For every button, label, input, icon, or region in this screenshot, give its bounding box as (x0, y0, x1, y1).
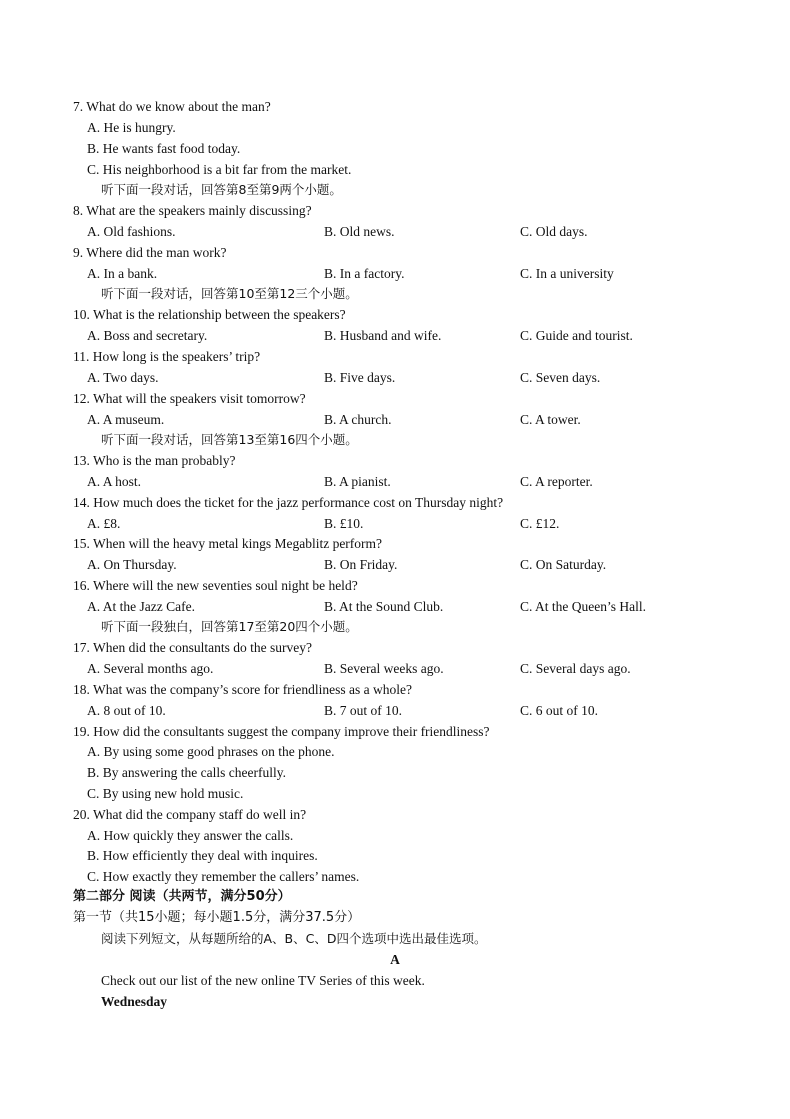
reading-instruction: 阅读下列短文，从每题所给的A、B、C、D四个选项中选出最佳选项。 (101, 931, 487, 946)
option-7c: C. His neighborhood is a bit far from the market. (87, 162, 352, 177)
option-9b: B. In a factory. (324, 266, 405, 281)
option-15b: B. On Friday. (324, 557, 398, 572)
question-20: 20. What did the company staff do well in? (73, 807, 307, 822)
option-17c: C. Several days ago. (520, 661, 631, 676)
option-16a: A. At the Jazz Cafe. (87, 599, 195, 614)
option-10b: B. Husband and wife. (324, 328, 442, 343)
instruction-13-16: 听下面一段对话，回答第13至第16四个小题。 (101, 432, 358, 447)
question-7: 7. What do we know about the man? (73, 99, 271, 114)
option-9c: C. In a university (520, 266, 614, 281)
day-heading: Wednesday (101, 994, 168, 1009)
part-two-heading: 第二部分 阅读（共两节，满分50分） (73, 889, 291, 904)
option-19b: B. By answering the calls cheerfully. (87, 765, 286, 780)
option-11c: C. Seven days. (520, 370, 601, 385)
option-18a: A. 8 out of 10. (87, 703, 166, 718)
option-12b: B. A church. (324, 412, 392, 427)
question-10: 10. What is the relationship between the speakers? (73, 307, 346, 322)
option-11a: A. Two days. (87, 370, 159, 385)
option-17a: A. Several months ago. (87, 661, 214, 676)
question-14: 14. How much does the ticket for the jazz performance cost on Thursday night? (73, 495, 504, 510)
option-19a: A. By using some good phrases on the phone. (87, 744, 335, 759)
option-13b: B. A pianist. (324, 474, 391, 489)
section-one-heading: 第一节（共15小题；每小题1.5分，满分37.5分） (73, 910, 361, 925)
question-13: 13. Who is the man probably? (73, 453, 236, 468)
option-11b: B. Five days. (324, 370, 396, 385)
option-20c: C. How exactly they remember the callers’ names. (87, 869, 360, 884)
option-15c: C. On Saturday. (520, 557, 607, 572)
option-18b: B. 7 out of 10. (324, 703, 403, 718)
instruction-17-20: 听下面一段独白，回答第17至第20四个小题。 (101, 619, 358, 634)
instruction-10-12: 听下面一段对话，回答第10至第12三个小题。 (101, 286, 358, 301)
instruction-8-9: 听下面一段对话，回答第8至第9两个小题。 (101, 182, 342, 197)
question-17: 17. When did the consultants do the survey? (73, 640, 312, 655)
option-10c: C. Guide and tourist. (520, 328, 633, 343)
question-11: 11. How long is the speakers’ trip? (73, 349, 261, 364)
option-14a: A. £8. (87, 516, 121, 531)
option-7a: A. He is hungry. (87, 120, 176, 135)
option-18c: C. 6 out of 10. (520, 703, 599, 718)
question-8: 8. What are the speakers mainly discussing? (73, 203, 312, 218)
passage-label: A (390, 952, 400, 967)
question-18: 18. What was the company’s score for friendliness as a whole? (73, 682, 413, 697)
option-20b: B. How efficiently they deal with inquires. (87, 848, 318, 863)
option-16b: B. At the Sound Club. (324, 599, 444, 614)
option-10a: A. Boss and secretary. (87, 328, 208, 343)
option-8c: C. Old days. (520, 224, 588, 239)
question-16: 16. Where will the new seventies soul night be held? (73, 578, 358, 593)
option-12a: A. A museum. (87, 412, 165, 427)
option-16c: C. At the Queen’s Hall. (520, 599, 646, 614)
option-14c: C. £12. (520, 516, 560, 531)
passage-intro: Check out our list of the new online TV Series of this week. (101, 973, 425, 988)
option-13a: A. A host. (87, 474, 142, 489)
question-15: 15. When will the heavy metal kings Megablitz perform? (73, 536, 383, 551)
question-12: 12. What will the speakers visit tomorrow? (73, 391, 306, 406)
question-19: 19. How did the consultants suggest the company improve their friendliness? (73, 724, 490, 739)
option-13c: C. A reporter. (520, 474, 593, 489)
option-15a: A. On Thursday. (87, 557, 177, 572)
option-17b: B. Several weeks ago. (324, 661, 444, 676)
option-9a: A. In a bank. (87, 266, 158, 281)
option-20a: A. How quickly they answer the calls. (87, 828, 294, 843)
option-12c: C. A tower. (520, 412, 581, 427)
option-8b: B. Old news. (324, 224, 395, 239)
option-14b: B. £10. (324, 516, 364, 531)
option-8a: A. Old fashions. (87, 224, 176, 239)
question-9: 9. Where did the man work? (73, 245, 227, 260)
option-7b: B. He wants fast food today. (87, 141, 241, 156)
option-19c: C. By using new hold music. (87, 786, 244, 801)
